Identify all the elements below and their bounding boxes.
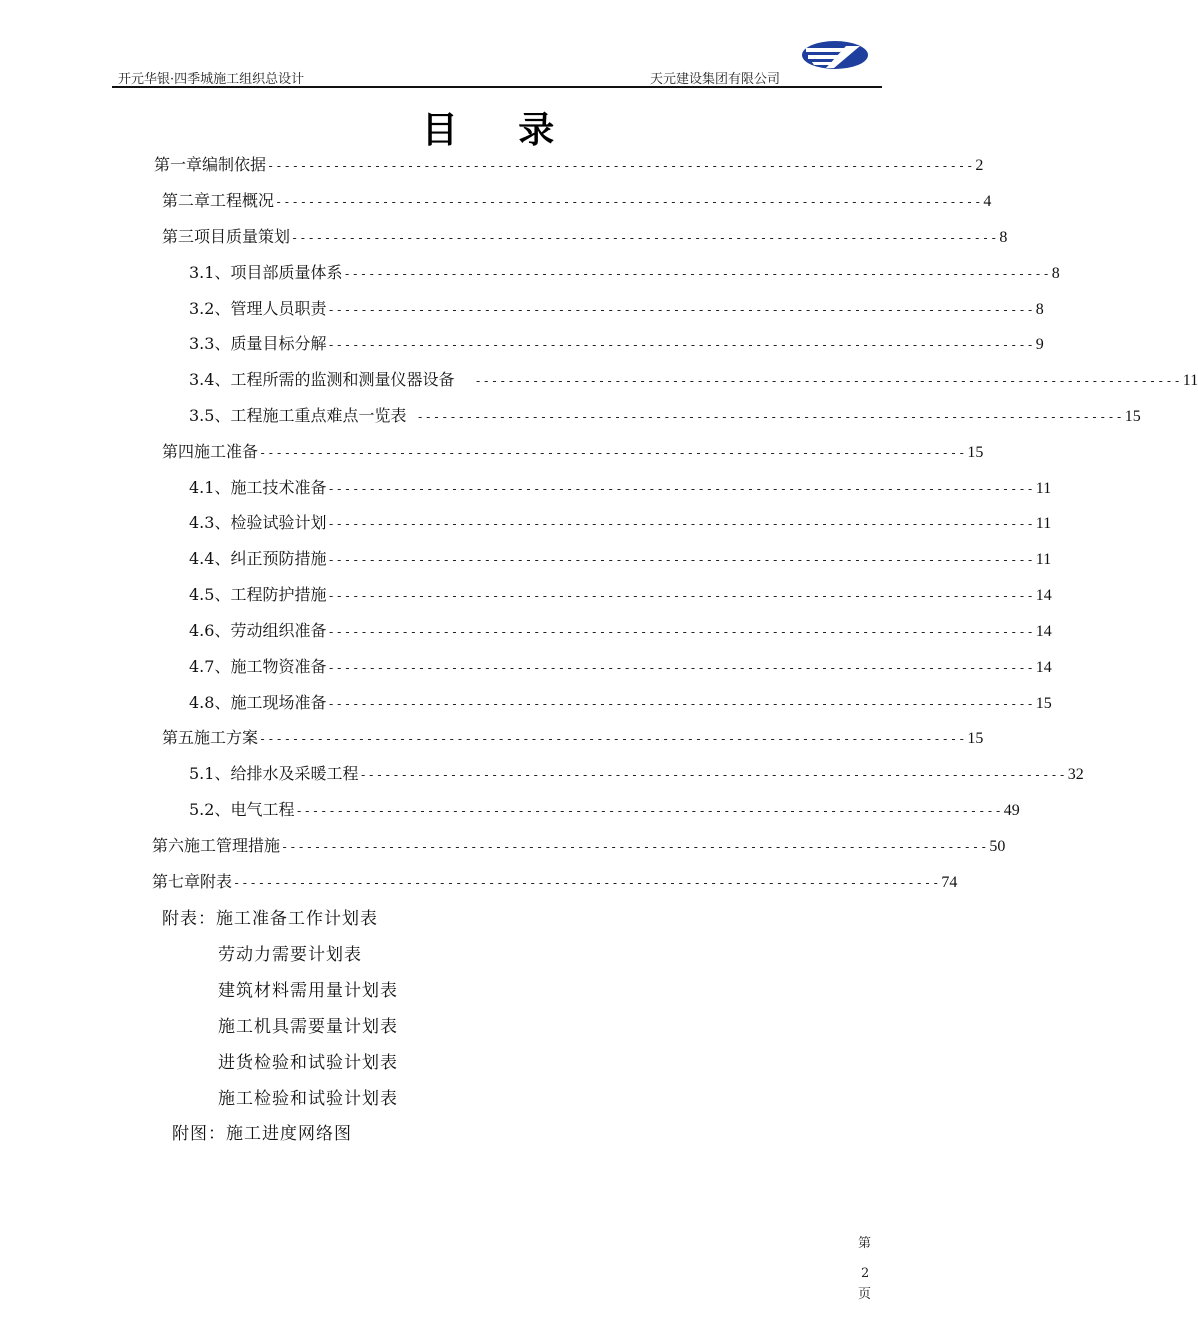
toc-leader: -------------------------------------------------------------------------------------- <box>281 840 989 854</box>
toc-entry-label: 3.2、管理人员职责 <box>189 299 327 318</box>
toc-entry-page: 15 <box>1035 695 1052 712</box>
toc-entry-page: 4 <box>983 193 992 210</box>
toc-entry-label: 3.5、工程施工重点难点一览表 <box>189 406 407 425</box>
toc-entry[interactable] <box>189 654 1052 676</box>
toc-leader: -------------------------------------------------------------------------------------- <box>233 876 941 890</box>
toc-entry-page: 11 <box>1182 372 1198 389</box>
toc-entry[interactable] <box>189 761 1084 783</box>
toc-entry[interactable] <box>189 546 1052 568</box>
header-divider <box>112 86 882 88</box>
toc-entry[interactable] <box>189 475 1052 497</box>
toc-entry-page: 14 <box>1035 587 1052 604</box>
toc-entry-page: 2 <box>975 157 984 174</box>
toc-entry-label: 4.1、施工技术准备 <box>189 478 327 497</box>
toc-leader: -------------------------------------------------------------------------------------- <box>295 804 1003 818</box>
page-title: 目 录 <box>421 109 579 151</box>
toc-entry[interactable] <box>189 296 1044 318</box>
toc-entry-page: 8 <box>999 229 1008 246</box>
toc-entry-label: 4.4、纠正预防措施 <box>189 549 327 568</box>
toc-entry[interactable] <box>152 833 1006 855</box>
toc-entry[interactable] <box>189 331 1044 353</box>
toc-leader: -------------------------------------------------------------------------------------- <box>327 338 1035 352</box>
toc-entry-label: 第五施工方案 <box>162 728 259 747</box>
toc-entry[interactable] <box>189 797 1020 819</box>
toc-leader: -------------------------------------------------------------------------------------- <box>327 517 1035 531</box>
toc-entry-label: 第七章附表 <box>152 872 233 891</box>
appendix-table-item: 进货检验和试验计划表 <box>218 1053 398 1073</box>
toc-entry-label: 第二章工程概况 <box>162 191 275 210</box>
toc-leader: -------------------------------------------------------------------------------------- <box>267 159 975 173</box>
toc-entry-label: 3.1、项目部质量体系 <box>189 263 343 282</box>
header-document-title: 开元华银·四季城施工组织总设计 <box>118 72 305 87</box>
appendix-table-item: 施工机具需要量计划表 <box>218 1017 398 1037</box>
toc-leader: -------------------------------------------------------------------------------------- <box>259 446 967 460</box>
toc-entry-page: 11 <box>1035 480 1052 497</box>
appendix-figure-label: 附图：施工进度网络图 <box>172 1124 352 1144</box>
toc-leader: -------------------------------------------------------------------------------------- <box>327 697 1035 711</box>
toc-leader: -------------------------------------------------------------------------------------- <box>259 732 967 746</box>
toc-entry[interactable] <box>189 582 1052 604</box>
header-company-name: 天元建设集团有限公司 <box>650 72 781 87</box>
appendix-tables-label: 附表：施工准备工作计划表 <box>162 909 378 929</box>
toc-leader: -------------------------------------------------------------------------------------- <box>327 625 1035 639</box>
toc-entry[interactable] <box>162 224 1008 246</box>
toc-entry[interactable] <box>162 188 992 210</box>
toc-leader: -------------------------------------------------------------------------------------- <box>416 410 1124 424</box>
toc-leader: -------------------------------------------------------------------------------------- <box>327 482 1035 496</box>
appendix-table-item: 劳动力需要计划表 <box>218 945 362 965</box>
toc-entry-page: 8 <box>1035 301 1044 318</box>
toc-entry-page: 50 <box>989 838 1006 855</box>
company-logo-icon <box>800 38 870 72</box>
toc-leader: -------------------------------------------------------------------------------------- <box>327 661 1035 675</box>
toc-entry-page: 32 <box>1067 766 1084 783</box>
toc-entry-page: 11 <box>1035 551 1052 568</box>
toc-entry-label: 第四施工准备 <box>162 442 259 461</box>
toc-leader: -------------------------------------------------------------------------------------- <box>327 303 1035 317</box>
toc-entry[interactable] <box>189 367 1198 389</box>
toc-entry-page: 15 <box>967 444 984 461</box>
toc-entry[interactable] <box>162 439 984 461</box>
toc-leader: -------------------------------------------------------------------------------------- <box>359 768 1067 782</box>
toc-leader: -------------------------------------------------------------------------------------- <box>343 267 1051 281</box>
toc-entry-page: 8 <box>1051 265 1060 282</box>
appendix-table-item: 建筑材料需用量计划表 <box>218 981 398 1001</box>
toc-entry[interactable] <box>189 260 1060 282</box>
toc-leader: -------------------------------------------------------------------------------------- <box>474 374 1182 388</box>
toc-entry-page: 14 <box>1035 623 1052 640</box>
toc-entry-page: 74 <box>941 874 958 891</box>
toc-leader: -------------------------------------------------------------------------------------- <box>291 231 999 245</box>
page-number-prefix: 第 <box>858 1236 872 1251</box>
toc-entry[interactable] <box>154 152 984 174</box>
page-number-suffix: 页 <box>858 1287 872 1302</box>
appendix-table-item: 施工检验和试验计划表 <box>218 1089 398 1109</box>
toc-entry-label: 第六施工管理措施 <box>152 836 281 855</box>
toc-entry-label: 4.5、工程防护措施 <box>189 585 327 604</box>
toc-entry-label: 4.3、检验试验计划 <box>189 513 327 532</box>
toc-entry-label: 5.2、电气工程 <box>189 800 295 819</box>
toc-leader: -------------------------------------------------------------------------------------- <box>275 195 983 209</box>
toc-leader: -------------------------------------------------------------------------------------- <box>327 553 1035 567</box>
toc-entry-page: 9 <box>1035 336 1044 353</box>
toc-entry-label: 4.7、施工物资准备 <box>189 657 327 676</box>
toc-entry[interactable] <box>189 618 1052 640</box>
toc-entry[interactable] <box>189 690 1052 712</box>
toc-entry-label: 5.1、给排水及采暖工程 <box>189 764 359 783</box>
toc-entry-label: 3.4、工程所需的监测和测量仪器设备 <box>189 370 455 389</box>
toc-entry[interactable] <box>152 869 958 891</box>
toc-entry-page: 49 <box>1003 802 1020 819</box>
toc-entry-label: 3.3、质量目标分解 <box>189 334 327 353</box>
toc-entry[interactable] <box>162 725 984 747</box>
page-number: 2 <box>861 1266 870 1281</box>
toc-entry[interactable] <box>189 403 1141 425</box>
toc-entry-page: 11 <box>1035 515 1052 532</box>
toc-leader: -------------------------------------------------------------------------------------- <box>327 589 1035 603</box>
toc-entry-label: 第一章编制依据 <box>154 155 267 174</box>
toc-entry-label: 4.8、施工现场准备 <box>189 693 327 712</box>
toc-entry-label: 第三项目质量策划 <box>162 227 291 246</box>
toc-entry-page: 14 <box>1035 659 1052 676</box>
toc-entry[interactable] <box>189 510 1052 532</box>
toc-entry-page: 15 <box>967 730 984 747</box>
toc-entry-page: 15 <box>1124 408 1141 425</box>
toc-entry-label: 4.6、劳动组织准备 <box>189 621 327 640</box>
